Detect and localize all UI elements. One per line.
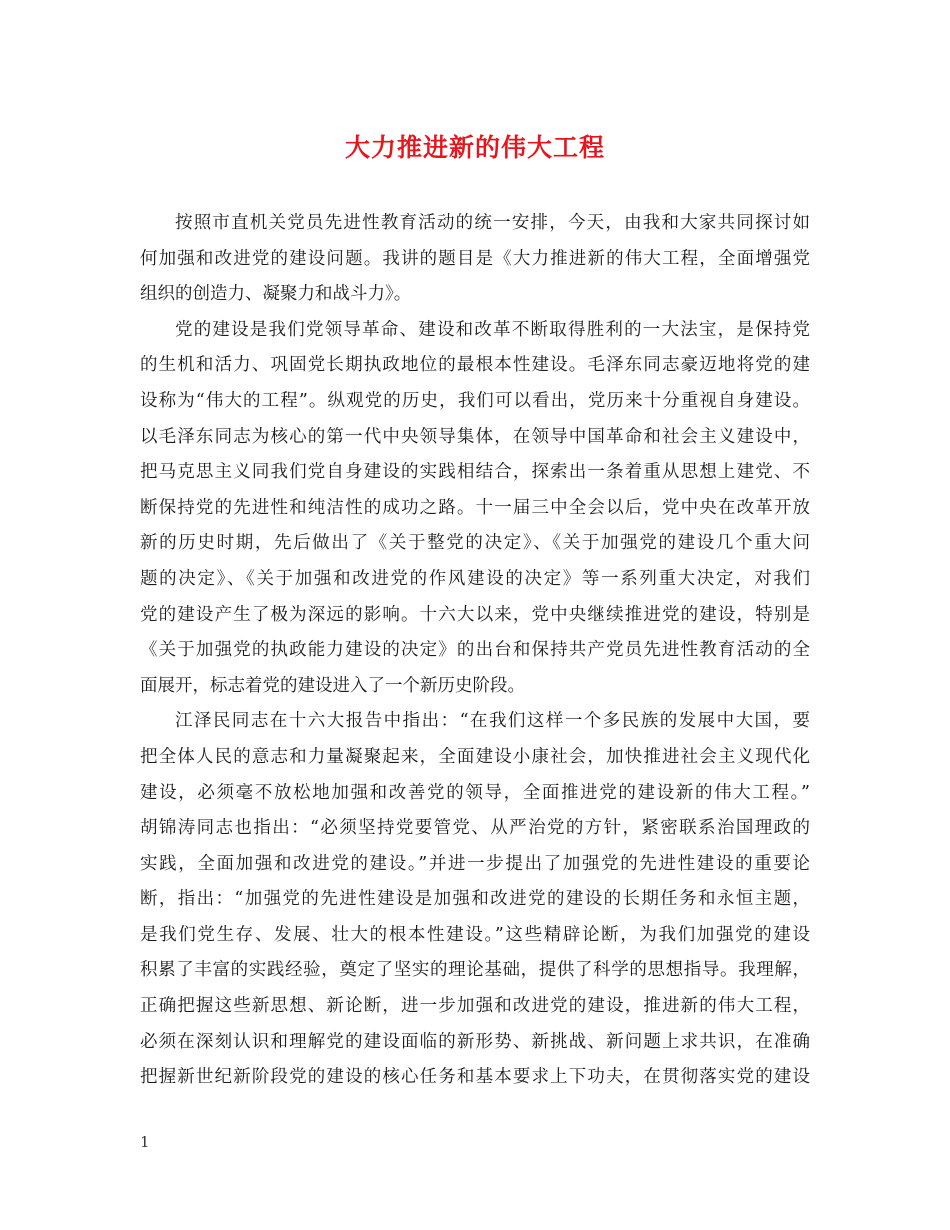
text-line: 实践，全面加强和改进党的建设。”并进一步提出了加强党的先进性建设的重要论: [140, 853, 810, 874]
page-number: 1: [140, 1133, 150, 1151]
text-line: 是我们党生存、发展、壮大的根本性建设。”这些精辟论断，为我们加强党的建设: [140, 924, 810, 945]
text-line: 面展开，标志着党的建设进入了一个新历史阶段。: [140, 675, 525, 696]
text-line: 按照市直机关党员先进性教育活动的统一安排，今天，由我和大家共同探讨如: [175, 213, 810, 233]
text-line: 何加强和改进党的建设问题。我讲的题目是《大力推进新的伟大工程，全面增强党: [140, 248, 810, 269]
document-body: [140, 206, 810, 1096]
text-line: 断，指出：“加强党的先进性建设是加强和改进党的建设的长期任务和永恒主题，: [140, 889, 810, 910]
text-line: 把全体人民的意志和力量凝聚起来，全面建设小康社会，加快推进社会主义现代化: [140, 746, 810, 767]
text-line: 《关于加强党的执政能力建设的决定》的出台和保持共产党员先进性教育活动的全: [140, 640, 810, 661]
text-line: 胡锦涛同志也指出：“必须坚持党要管党、从严治党的方针，紧密联系治国理政的: [140, 818, 810, 839]
text-line: 设称为“伟大的工程”。纵观党的历史，我们可以看出，党历来十分重视自身建设。: [140, 390, 810, 411]
text-line: 党的建设是我们党领导革命、建设和改革不断取得胜利的一大法宝，是保持党: [175, 319, 810, 340]
text-line: 把马克思主义同我们党自身建设的实践相结合，探索出一条着重从思想上建党、不: [140, 462, 810, 483]
document-title: 大力推进新的伟大工程: [344, 133, 605, 162]
text-line: 题的决定》、《关于加强和改进党的作风建设的决定》等一系列重大决定，对我们: [140, 568, 810, 589]
text-line: 必须在深刻认识和理解党的建设面临的新形势、新挑战、新问题上求共识，在准确: [140, 1031, 810, 1052]
text-line: 组织的创造力、凝聚力和战斗力》。: [140, 284, 412, 305]
text-line: 积累了丰富的实践经验，奠定了坚实的理论基础，提供了科学的思想指导。我理解，: [140, 960, 810, 981]
text-line: 断保持党的先进性和纯洁性的成功之路。十一届三中全会以后，党中央在改革开放: [140, 497, 810, 518]
text-line: 党的建设产生了极为深远的影响。十六大以来，党中央继续推进党的建设，特别是: [140, 604, 810, 625]
text-line: 的生机和活力、巩固党长期执政地位的最根本性建设。毛泽东同志豪迈地将党的建: [140, 355, 810, 376]
text-line: 新的历史时期，先后做出了《关于整党的决定》、《关于加强党的建设几个重大问: [140, 533, 810, 554]
text-line: 把握新世纪新阶段党的建设的核心任务和基本要求上下功夫，在贯彻落实党的建设: [140, 1067, 810, 1088]
text-line: 建设，必须毫不放松地加强和改善党的领导，全面推进党的建设新的伟大工程。”: [140, 782, 810, 803]
text-line: 正确把握这些新思想、新论断，进一步加强和改进党的建设，推进新的伟大工程，: [140, 996, 810, 1017]
text-line: 以毛泽东同志为核心的第一代中央领导集体，在领导中国革命和社会主义建设中，: [140, 426, 810, 447]
text-line: 江泽民同志在十六大报告中指出：“在我们这样一个多民族的发展中大国，要: [175, 711, 810, 732]
